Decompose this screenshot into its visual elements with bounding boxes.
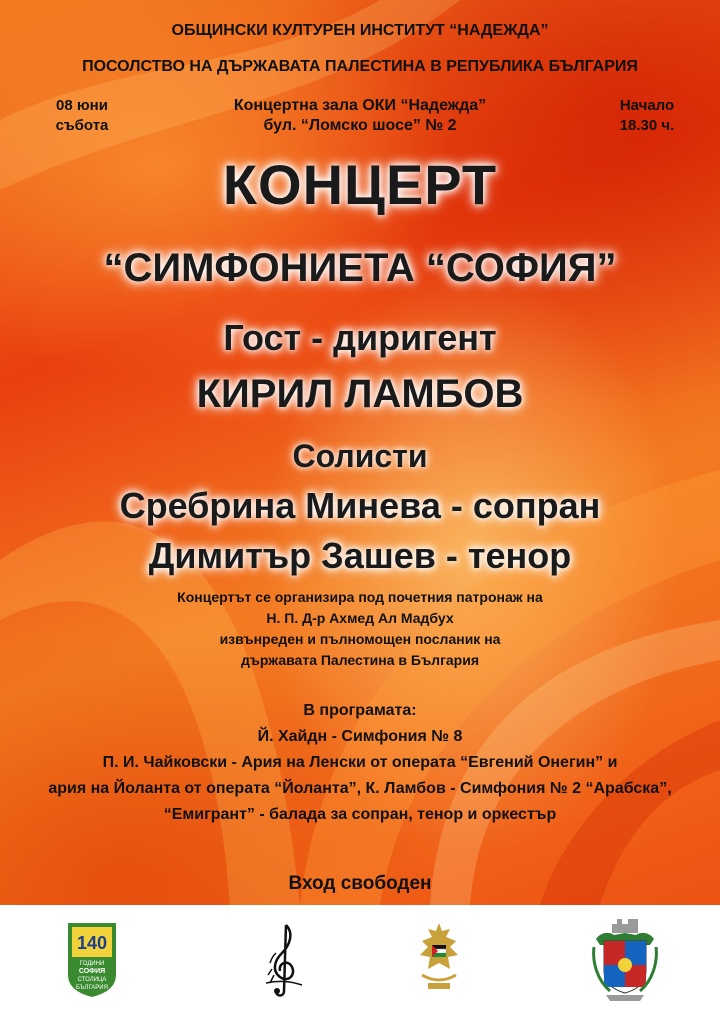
venue-address: бул. “Ломско шосе” № 2: [263, 117, 457, 134]
venue-name: Концертна зала ОКИ “Надежда”: [233, 97, 487, 114]
conductor-name: КИРИЛ ЛАМБОВ: [196, 372, 524, 416]
poster-title: КОНЦЕРТ: [222, 153, 498, 216]
patronage-block: [0, 587, 720, 671]
logo-text: БЪЛГАРИЯ: [76, 985, 108, 991]
logo-text: ГОДИНИ: [79, 961, 105, 967]
logo-number: 140: [76, 933, 108, 953]
embassy-name: ПОСОЛСТВО НА ДЪРЖАВАТА ПАЛЕСТИНА В РЕПУБЛИКА БЪЛГАРИЯ: [82, 58, 638, 75]
patronage-line: Н. П. Д-р Ахмед Ал Мадбух: [266, 610, 454, 626]
sofia-coat-of-arms-icon: [590, 919, 660, 999]
program-item: “Емигрант” - балада за сопран, тенор и оркестър: [163, 806, 557, 823]
free-entry-note: Вход свободен: [288, 873, 432, 894]
patronage-line: извънреден и пълномощен посланик на: [219, 631, 501, 647]
guest-conductor-label: Гост - диригент: [223, 317, 497, 358]
logo-text: СТОЛИЦА: [77, 977, 107, 983]
program-label: В програмата:: [303, 702, 417, 719]
soloist-2: Димитър Зашев - тенор: [148, 535, 572, 576]
soloists-label: Солисти: [292, 438, 428, 474]
program-block: [0, 698, 720, 828]
program-item: ария на Йоланта от операта “Йоланта”, К. Ламбов - Симфония № 2 “Арабска”,: [48, 780, 672, 797]
treble-clef-icon: [264, 919, 304, 999]
patronage-line: Концертът се организира под почетния патронаж на: [177, 589, 543, 605]
start-label: Начало: [619, 97, 675, 114]
program-item: П. И. Чайковски - Ария на Ленски от операта “Евгений Онегин” и: [102, 754, 618, 771]
logo-text: СОФИЯ: [78, 968, 106, 975]
start-time: 18.30 ч.: [619, 117, 675, 134]
start-time-block: [592, 96, 702, 136]
event-weekday: събота: [55, 117, 109, 134]
sofia-140-logo-icon: [64, 919, 120, 999]
patronage-line: държавата Палестина в България: [240, 652, 480, 668]
orchestra-name: “СИМФОНИЕТА “СОФИЯ”: [103, 246, 617, 290]
footer-logos-bar: [0, 905, 720, 1020]
soloist-1: Сребрина Минева - сопран: [119, 485, 601, 526]
organizer-name: ОБЩИНСКИ КУЛТУРЕН ИНСТИТУТ “НАДЕЖДА”: [171, 22, 549, 39]
event-date: 08 юни: [56, 97, 108, 114]
palestine-emblem-icon: [414, 919, 464, 999]
program-item: Й. Хайдн - Симфония № 8: [257, 728, 463, 745]
